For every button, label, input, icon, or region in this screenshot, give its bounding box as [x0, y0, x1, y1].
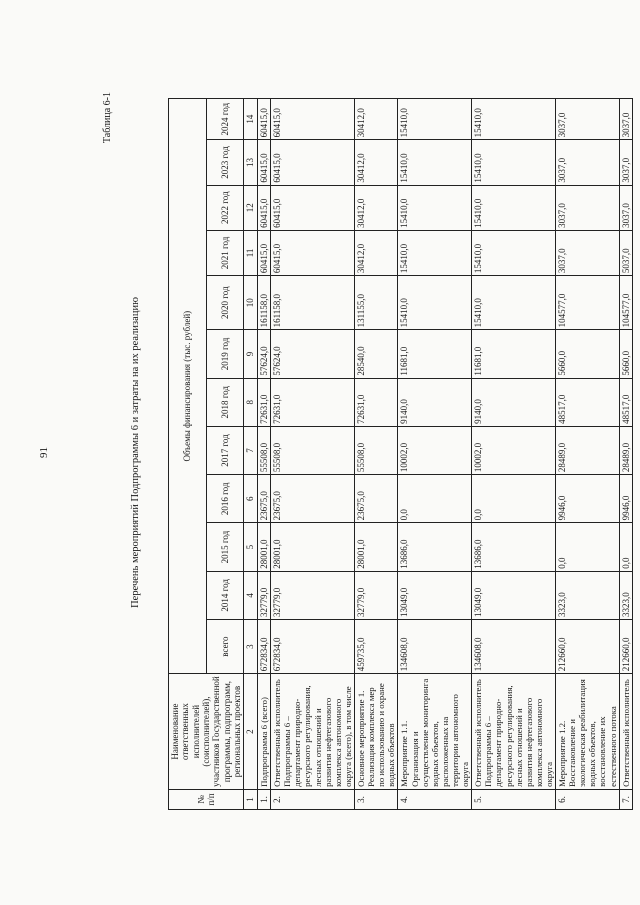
total-value-cell: 459735,0 — [354, 619, 397, 673]
year-value-cell: 28001,0 — [271, 523, 355, 571]
year-value-cell: 13049,0 — [472, 571, 556, 619]
year-value-cell: 9140,0 — [398, 378, 472, 426]
header-name: Наименование ответственных исполнителей (соисполнителей), участников Государственной программы, подпрограмм, региональных проектов — [169, 674, 244, 790]
row-number-cell: 3. — [354, 789, 397, 809]
header-year: 2021 год — [206, 230, 244, 275]
row-name-cell: Ответственный исполнитель Подпрограммы 6 – департамент природно-ресурсного регулирования, лесных отношений и развития нефтегазового комплекса автономного округа (всего), в том числе — [271, 674, 355, 790]
year-value-cell: 60415,0 — [257, 140, 270, 185]
year-value-cell: 30412,0 — [354, 230, 397, 275]
header-year: 2018 год — [206, 378, 244, 426]
year-value-cell: 161158,0 — [257, 276, 270, 330]
row-number-cell: 4. — [398, 789, 472, 809]
year-value-cell: 72631,0 — [257, 378, 270, 426]
column-number-row — [244, 99, 257, 810]
year-value-cell: 9140,0 — [472, 378, 556, 426]
year-value-cell: 32779,0 — [257, 571, 270, 619]
table-row — [619, 99, 632, 810]
year-value-cell: 0,0 — [619, 523, 632, 571]
year-value-cell: 55508,0 — [354, 426, 397, 474]
column-number-cell: 8 — [244, 378, 257, 426]
column-number-cell: 2 — [244, 674, 257, 790]
table-row — [257, 99, 270, 810]
row-name-cell: Ответственный исполнитель Подпрограммы 6 – департамент природно-ресурсного регулирования, лесных отношений и развития нефтегазового комплекса автономного округа — [472, 674, 556, 790]
year-value-cell: 0,0 — [556, 523, 620, 571]
header-year: 2019 год — [206, 330, 244, 378]
table-row — [398, 99, 472, 810]
year-value-cell: 13686,0 — [472, 523, 556, 571]
total-value-cell: 212660,0 — [619, 619, 632, 673]
column-number-cell: 7 — [244, 426, 257, 474]
year-value-cell: 13686,0 — [398, 523, 472, 571]
column-number-cell: 1 — [244, 789, 257, 809]
year-value-cell: 48517,0 — [619, 378, 632, 426]
row-name-cell: Основное мероприятие 1. Реализация комплекса мер по использованию и охране водных объектов — [354, 674, 397, 790]
table-row — [472, 99, 556, 810]
header-year: 2015 год — [206, 523, 244, 571]
year-value-cell: 10002,0 — [472, 426, 556, 474]
year-value-cell: 10002,0 — [398, 426, 472, 474]
column-number-cell: 12 — [244, 185, 257, 230]
table-row — [271, 99, 355, 810]
year-value-cell: 11681,0 — [398, 330, 472, 378]
year-value-cell: 60415,0 — [257, 99, 270, 140]
row-number-cell: 5. — [472, 789, 556, 809]
column-number-cell: 3 — [244, 619, 257, 673]
year-value-cell: 30412,0 — [354, 99, 397, 140]
column-number-cell: 4 — [244, 571, 257, 619]
year-value-cell: 28001,0 — [354, 523, 397, 571]
year-value-cell: 15410,0 — [472, 230, 556, 275]
year-value-cell: 3037,0 — [619, 140, 632, 185]
year-value-cell: 32779,0 — [271, 571, 355, 619]
year-value-cell: 60415,0 — [257, 185, 270, 230]
total-value-cell: 672834,0 — [257, 619, 270, 673]
column-number-cell: 5 — [244, 523, 257, 571]
row-number-cell: 7. — [619, 789, 632, 809]
year-value-cell: 15410,0 — [398, 99, 472, 140]
year-value-cell: 3037,0 — [556, 185, 620, 230]
column-number-cell: 9 — [244, 330, 257, 378]
year-value-cell: 3037,0 — [556, 99, 620, 140]
header-year: 2022 год — [206, 185, 244, 230]
table-title: Перечень мероприятий Подпрограммы 6 и затраты на их реализацию — [130, 297, 141, 608]
year-value-cell: 23675,0 — [257, 475, 270, 523]
year-value-cell: 55508,0 — [257, 426, 270, 474]
table-row — [556, 99, 620, 810]
column-number-cell: 6 — [244, 475, 257, 523]
header-funding-group: Объемы финансирования (тыс. рублей) — [169, 99, 207, 674]
total-value-cell: 672834,0 — [271, 619, 355, 673]
year-value-cell: 72631,0 — [271, 378, 355, 426]
table-row — [354, 99, 397, 810]
year-value-cell: 9946,0 — [556, 475, 620, 523]
year-value-cell: 3037,0 — [556, 230, 620, 275]
header-year: 2017 год — [206, 426, 244, 474]
row-name-cell: Ответственный исполнитель — [619, 674, 632, 790]
year-value-cell: 161158,0 — [271, 276, 355, 330]
year-value-cell: 3037,0 — [619, 185, 632, 230]
year-value-cell: 131155,0 — [354, 276, 397, 330]
year-value-cell: 0,0 — [472, 475, 556, 523]
year-value-cell: 11681,0 — [472, 330, 556, 378]
year-value-cell: 15410,0 — [472, 140, 556, 185]
year-value-cell: 60415,0 — [271, 140, 355, 185]
year-value-cell: 15410,0 — [398, 185, 472, 230]
year-value-cell: 15410,0 — [472, 276, 556, 330]
column-number-cell: 10 — [244, 276, 257, 330]
header-year: 2024 год — [206, 99, 244, 140]
year-value-cell: 13049,0 — [398, 571, 472, 619]
year-value-cell: 5037,0 — [619, 230, 632, 275]
header-year: 2023 год — [206, 140, 244, 185]
year-value-cell: 104577,0 — [619, 276, 632, 330]
year-value-cell: 60415,0 — [271, 99, 355, 140]
year-value-cell: 5660,0 — [556, 330, 620, 378]
row-number-cell: 2. — [271, 789, 355, 809]
header-year: 2020 год — [206, 276, 244, 330]
row-number-cell: 1. — [257, 789, 270, 809]
year-value-cell: 3323,0 — [556, 571, 620, 619]
year-value-cell: 15410,0 — [472, 185, 556, 230]
year-value-cell: 3037,0 — [619, 99, 632, 140]
year-value-cell: 55508,0 — [271, 426, 355, 474]
year-value-cell: 3323,0 — [619, 571, 632, 619]
year-value-cell: 57624,0 — [271, 330, 355, 378]
year-value-cell: 28489,0 — [619, 426, 632, 474]
column-number-cell: 11 — [244, 230, 257, 275]
total-value-cell: 134608,0 — [398, 619, 472, 673]
page-number: 91 — [38, 447, 50, 458]
header-year: 2014 год — [206, 571, 244, 619]
year-value-cell: 28540,0 — [354, 330, 397, 378]
year-value-cell: 104577,0 — [556, 276, 620, 330]
header-row-1 — [169, 99, 207, 810]
column-number-cell: 13 — [244, 140, 257, 185]
year-value-cell: 30412,0 — [354, 185, 397, 230]
funding-table — [168, 98, 633, 810]
year-value-cell: 15410,0 — [472, 99, 556, 140]
year-value-cell: 57624,0 — [257, 330, 270, 378]
year-value-cell: 9946,0 — [619, 475, 632, 523]
total-value-cell: 212660,0 — [556, 619, 620, 673]
year-value-cell: 60415,0 — [271, 185, 355, 230]
year-value-cell: 15410,0 — [398, 140, 472, 185]
total-value-cell: 134608,0 — [472, 619, 556, 673]
year-value-cell: 23675,0 — [354, 475, 397, 523]
year-value-cell: 60415,0 — [271, 230, 355, 275]
year-value-cell: 28001,0 — [257, 523, 270, 571]
year-value-cell: 48517,0 — [556, 378, 620, 426]
year-value-cell: 5660,0 — [619, 330, 632, 378]
year-value-cell: 72631,0 — [354, 378, 397, 426]
year-value-cell: 0,0 — [398, 475, 472, 523]
year-value-cell: 15410,0 — [398, 230, 472, 275]
header-total: всего — [206, 619, 244, 673]
year-value-cell: 28489,0 — [556, 426, 620, 474]
year-value-cell: 30412,0 — [354, 140, 397, 185]
year-value-cell: 60415,0 — [257, 230, 270, 275]
header-year: 2016 год — [206, 475, 244, 523]
year-value-cell: 3037,0 — [556, 140, 620, 185]
row-name-cell: Мероприятие 1.1. Организация и осуществление мониторинга водных объектов, расположенных на территории автономного округа — [398, 674, 472, 790]
table-label: Таблица 6-1 — [102, 92, 113, 144]
year-value-cell: 32779,0 — [354, 571, 397, 619]
row-name-cell: Мероприятие 1.2. Восстановление и экологическая реабилитация водных объектов, восстановление их естественного потока — [556, 674, 620, 790]
row-name-cell: Подпрограмма 6 (всего) — [257, 674, 270, 790]
header-num: № п/п — [169, 789, 244, 809]
year-value-cell: 23675,0 — [271, 475, 355, 523]
row-number-cell: 6. — [556, 789, 620, 809]
column-number-cell: 14 — [244, 99, 257, 140]
year-value-cell: 15410,0 — [398, 276, 472, 330]
